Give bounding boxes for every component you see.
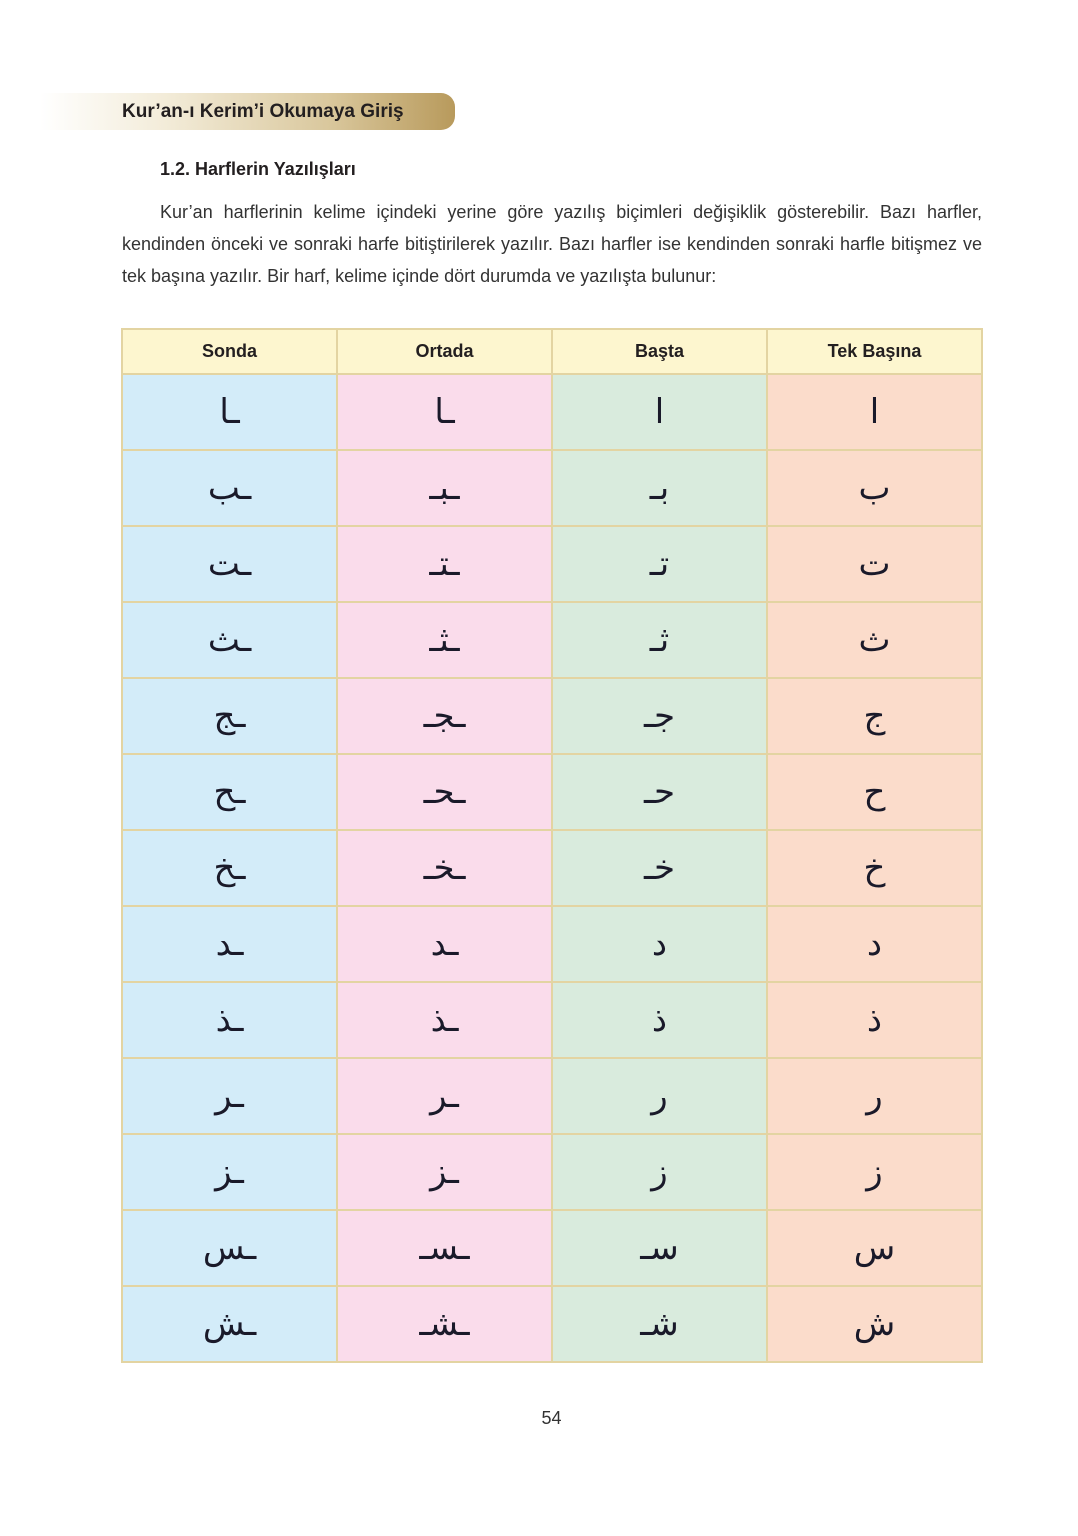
- table-row: [122, 982, 982, 1058]
- letter-form-cell: ـتـ: [337, 526, 552, 602]
- letter-form-cell: ـخـ: [337, 830, 552, 906]
- table-row: [122, 450, 982, 526]
- table-row: [122, 678, 982, 754]
- table-row: [122, 374, 982, 450]
- table-row: [122, 1210, 982, 1286]
- letter-form-cell: ـب: [122, 450, 337, 526]
- table-header-row: [122, 329, 982, 374]
- letter-form-cell: ـذ: [337, 982, 552, 1058]
- letter-form-cell: ج: [767, 678, 982, 754]
- letter-form-cell: ـز: [337, 1134, 552, 1210]
- table-row: [122, 526, 982, 602]
- letter-form-cell: ـد: [337, 906, 552, 982]
- letter-form-cell: ـشـ: [337, 1286, 552, 1362]
- letter-form-cell: ـثـ: [337, 602, 552, 678]
- letter-form-cell: ذ: [767, 982, 982, 1058]
- letter-form-cell: ح: [767, 754, 982, 830]
- letter-form-cell: ـا: [122, 374, 337, 450]
- letter-form-cell: ـذ: [122, 982, 337, 1058]
- letter-form-cell: ـجـ: [337, 678, 552, 754]
- letter-form-cell: ت: [767, 526, 982, 602]
- letter-form-cell: ب: [767, 450, 982, 526]
- letter-form-cell: بـ: [552, 450, 767, 526]
- letter-form-cell: ـا: [337, 374, 552, 450]
- letter-form-cell: د: [767, 906, 982, 982]
- letter-form-cell: ـت: [122, 526, 337, 602]
- letter-form-cell: خـ: [552, 830, 767, 906]
- chapter-title: Kur’an-ı Kerim’i Okumaya Giriş: [122, 101, 404, 122]
- letter-form-cell: ا: [767, 374, 982, 450]
- letter-form-cell: ث: [767, 602, 982, 678]
- table-row: [122, 906, 982, 982]
- letter-form-cell: ر: [767, 1058, 982, 1134]
- letter-form-cell: د: [552, 906, 767, 982]
- letter-form-cell: ـحـ: [337, 754, 552, 830]
- page-number: 54: [541, 1408, 562, 1428]
- letter-forms-table: [121, 328, 983, 1363]
- intro-paragraph: Kur’an harflerinin kelime içindeki yerine göre yazılış biçimleri değişiklik gösterebilir. Bazı harfler, kendinden önceki ve sonraki harfe bitiştirilerek yazılır. Bazı harfler ise kendinden sonraki harfle bitişmez ve tek başına yazılır. Bir harf, kelime içinde dört durumda ve yazılışta bulunur:: [122, 202, 982, 286]
- letter-form-cell: ذ: [552, 982, 767, 1058]
- letter-form-cell: ـس: [122, 1210, 337, 1286]
- letter-form-cell: ـر: [337, 1058, 552, 1134]
- section-title: 1.2. Harflerin Yazılışları: [160, 159, 356, 179]
- letter-form-cell: حـ: [552, 754, 767, 830]
- table-row: [122, 1286, 982, 1362]
- header-basta: Başta: [552, 329, 767, 374]
- letter-form-cell: ـج: [122, 678, 337, 754]
- letter-form-cell: ـخ: [122, 830, 337, 906]
- letter-form-cell: ـسـ: [337, 1210, 552, 1286]
- table-row: [122, 602, 982, 678]
- letter-form-cell: ـر: [122, 1058, 337, 1134]
- letter-form-cell: سـ: [552, 1210, 767, 1286]
- letter-form-cell: خ: [767, 830, 982, 906]
- letter-form-cell: ـز: [122, 1134, 337, 1210]
- table-row: [122, 1058, 982, 1134]
- letter-form-cell: ـح: [122, 754, 337, 830]
- letter-form-cell: ش: [767, 1286, 982, 1362]
- header-tek-basina: Tek Başına: [767, 329, 982, 374]
- letter-form-cell: ا: [552, 374, 767, 450]
- header-ortada: Ortada: [337, 329, 552, 374]
- letter-form-cell: ـث: [122, 602, 337, 678]
- table-row: [122, 1134, 982, 1210]
- letter-form-cell: ز: [552, 1134, 767, 1210]
- table-row: [122, 830, 982, 906]
- letter-form-cell: ـد: [122, 906, 337, 982]
- chapter-banner: [40, 93, 455, 130]
- header-sonda: Sonda: [122, 329, 337, 374]
- letter-form-cell: ر: [552, 1058, 767, 1134]
- letter-form-cell: ز: [767, 1134, 982, 1210]
- letter-form-cell: ـبـ: [337, 450, 552, 526]
- letter-form-cell: شـ: [552, 1286, 767, 1362]
- letter-form-cell: ثـ: [552, 602, 767, 678]
- letter-form-cell: ـش: [122, 1286, 337, 1362]
- letter-form-cell: تـ: [552, 526, 767, 602]
- letter-form-cell: س: [767, 1210, 982, 1286]
- table-row: [122, 754, 982, 830]
- letter-form-cell: جـ: [552, 678, 767, 754]
